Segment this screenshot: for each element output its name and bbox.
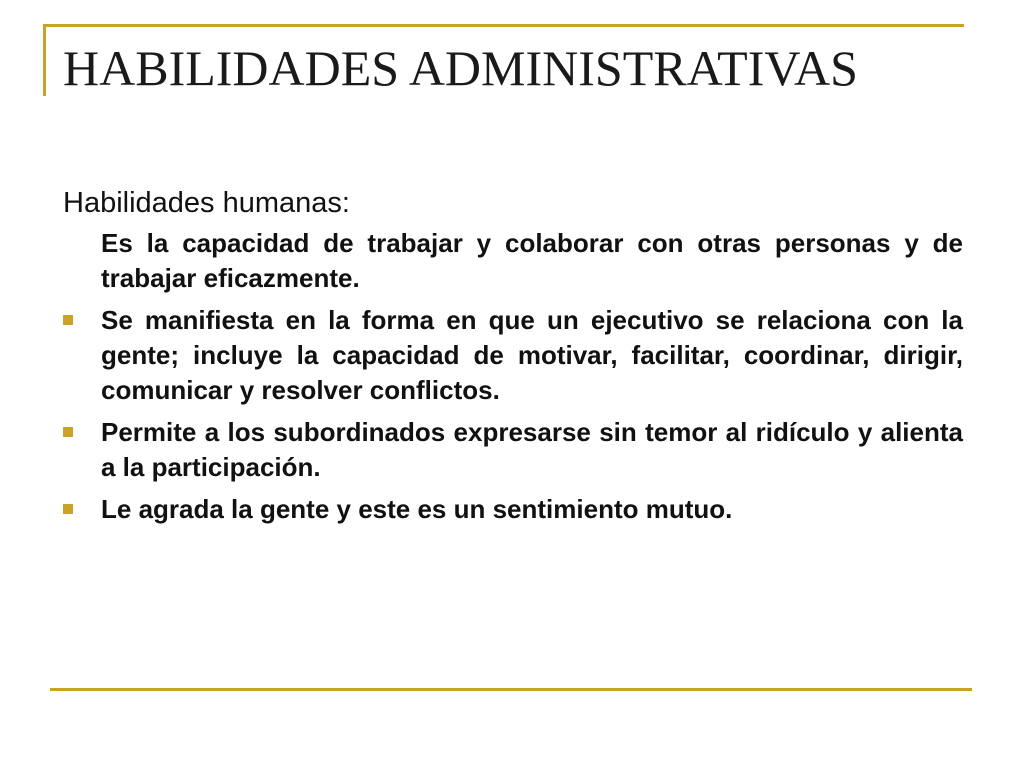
square-bullet-icon bbox=[63, 504, 73, 514]
title-accent-top-line bbox=[43, 24, 964, 27]
slide-content bbox=[63, 183, 963, 534]
bullet-item bbox=[63, 492, 963, 527]
bullet-item bbox=[63, 303, 963, 408]
slide-title: HABILIDADES ADMINISTRATIVAS bbox=[63, 40, 858, 96]
subheading: Habilidades humanas: bbox=[63, 187, 350, 219]
bullet-text: Le agrada la gente y este es un sentimiento mutuo. bbox=[101, 494, 733, 524]
bullet-item bbox=[63, 415, 963, 485]
square-bullet-icon bbox=[63, 427, 73, 437]
square-bullet-icon bbox=[63, 315, 73, 325]
bullet-text: Permite a los subordinados expresarse sin temor al ridículo y alienta a la participación. bbox=[101, 417, 963, 482]
title-accent-vertical-line bbox=[43, 24, 46, 96]
footer-divider-line bbox=[50, 688, 972, 691]
intro-paragraph: Es la capacidad de trabajar y colaborar con otras personas y de trabajar eficazmente. bbox=[101, 228, 963, 293]
bullet-text: Se manifiesta en la forma en que un ejecutivo se relaciona con la gente; incluye la capacidad de motivar, facilitar, coordinar, dirigir, comunicar y resolver conflictos. bbox=[101, 305, 963, 405]
bullet-list bbox=[63, 303, 963, 527]
